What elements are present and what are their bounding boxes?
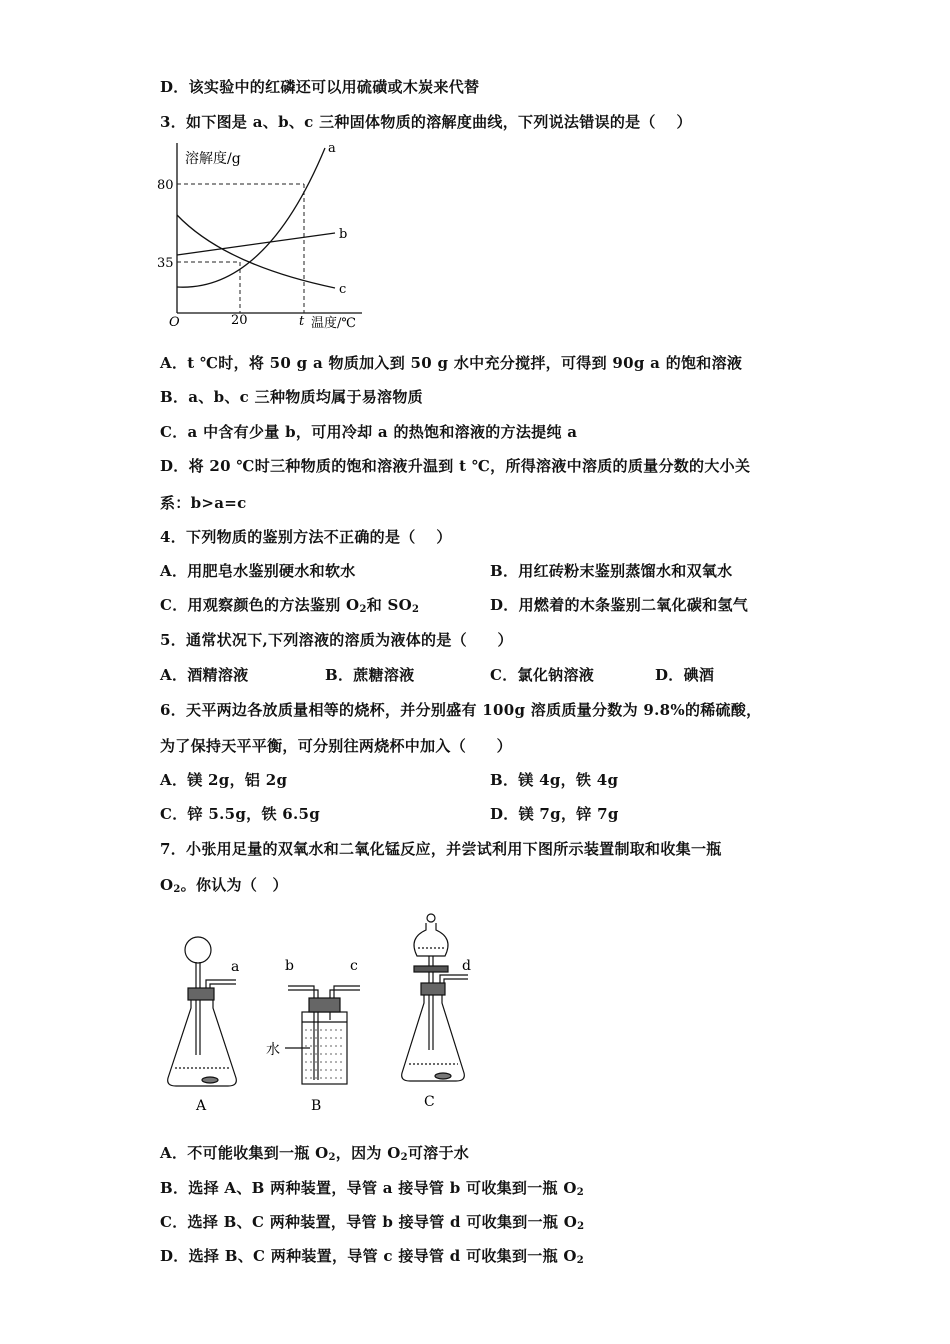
catalyst-a xyxy=(202,1077,218,1083)
x-tick-t: t xyxy=(299,314,305,329)
q6-option-a: A．镁 2g，铝 2g xyxy=(160,771,288,789)
q6-stem-line2: 为了保持天平平衡，可分别往两烧杯中加入（ ） xyxy=(160,737,512,755)
label-b: b xyxy=(285,958,294,974)
curve-a-label: a xyxy=(328,141,336,156)
q7-option-b: B．选择 A、B 两种装置，导管 a 接导管 b 可收集到一瓶 $O_2$ xyxy=(160,1179,584,1198)
stopcock-c xyxy=(414,966,448,972)
solubility-chart xyxy=(150,135,390,335)
curve-b xyxy=(177,233,335,255)
q5-option-c: C．氯化钠溶液 xyxy=(490,666,595,684)
q4-stem: 4．下列物质的鉴别方法不正确的是（ ） xyxy=(160,528,452,546)
y-tick-80: 80 xyxy=(157,178,174,193)
label-d: d xyxy=(462,958,471,974)
q6-option-b: B．镁 4g，铁 4g xyxy=(490,771,619,789)
caption-c: C xyxy=(424,1094,435,1110)
q5-option-b: B．蔗糖溶液 xyxy=(325,666,415,684)
caption-b: B xyxy=(311,1098,322,1114)
x-axis-label: 温度/℃ xyxy=(311,316,356,331)
q4-option-b: B．用红砖粉末鉴别蒸馏水和双氧水 xyxy=(490,562,733,580)
y-axis-label: 溶解度/g xyxy=(185,151,241,167)
q6-option-d: D．镁 7g，锌 7g xyxy=(490,805,619,823)
water-hatching xyxy=(305,1030,344,1078)
stopper-c xyxy=(421,983,445,995)
q3-option-c: C．a 中含有少量 b，可用冷却 a 的热饱和溶液的方法提纯 a xyxy=(160,423,578,441)
q7-stem-line1: 7．小张用足量的双氧水和二氧化锰反应，并尝试利用下图所示装置制取和收集一瓶 xyxy=(160,840,722,858)
q5-option-d: D．碘酒 xyxy=(655,666,715,684)
apparatus-b xyxy=(285,986,360,1084)
flask-a xyxy=(168,1000,237,1086)
thistle-funnel-bulb xyxy=(185,937,211,963)
q3-option-b: B．a、b、c 三种物质均属于易溶物质 xyxy=(160,388,423,406)
q6-stem-line1: 6．天平两边各放质量相等的烧杯，并分别盛有 100g 溶质质量分数为 9.8%的稀硫酸， xyxy=(160,701,762,719)
label-water: 水 xyxy=(266,1042,280,1058)
label-a: a xyxy=(231,959,240,975)
q5-stem: 5．通常状况下,下列溶液的溶质为液体的是（ ） xyxy=(160,631,513,649)
apparatus-figure xyxy=(150,905,490,1120)
q3-option-d: D．将 20 ℃时三种物质的饱和溶液升温到 t ℃，所得溶液中溶质的质量分数的大小关 xyxy=(160,457,751,475)
q4-option-d: D．用燃着的木条鉴别二氧化碳和氢气 xyxy=(490,596,749,614)
q4-option-a: A．用肥皂水鉴别硬水和软水 xyxy=(160,562,356,580)
catalyst-c xyxy=(435,1073,451,1079)
q3-option-d-cont: 系：b>a=c xyxy=(160,494,247,512)
q3-stem: 3．如下图是 a、b、c 三种固体物质的溶解度曲线，下列说法错误的是（ ） xyxy=(160,113,692,131)
curve-b-label: b xyxy=(339,227,348,242)
q7-option-c: C．选择 B、C 两种装置，导管 b 接导管 d 可收集到一瓶 $O_2$ xyxy=(160,1213,585,1232)
q7-stem-line2: $O_2$。你认为（ ） xyxy=(160,876,288,895)
curve-a xyxy=(177,148,325,287)
stopper-a xyxy=(188,988,214,1000)
apparatus-a xyxy=(168,937,240,1086)
tube-c xyxy=(330,986,360,998)
origin-label: O xyxy=(169,315,180,330)
q4-option-c: C．用观察颜色的方法鉴别 $O_2$和 $SO_2$ xyxy=(160,596,420,615)
x-tick-20: 20 xyxy=(231,313,248,328)
separatory-funnel xyxy=(414,923,448,956)
tube-b xyxy=(288,986,318,998)
q5-option-a: A．酒精溶液 xyxy=(160,666,249,684)
q3-option-a: A．t ℃时，将 50 g a 物质加入到 50 g 水中充分搅拌，可得到 90g a 的饱和溶液 xyxy=(160,354,743,372)
caption-a: A xyxy=(196,1098,207,1114)
delivery-tube-a xyxy=(206,980,236,988)
apparatus-c xyxy=(402,914,468,1081)
label-c: c xyxy=(350,958,358,974)
y-tick-35: 35 xyxy=(157,256,174,271)
q7-option-a: A．不可能收集到一瓶 $O_2$，因为 $O_2$可溶于水 xyxy=(160,1144,470,1163)
stopper-b xyxy=(309,998,340,1012)
curve-c-label: c xyxy=(339,282,347,297)
q7-option-d: D．选择 B、C 两种装置，导管 c 接导管 d 可收集到一瓶 $O_2$ xyxy=(160,1247,585,1266)
q6-option-c: C．锌 5.5g，铁 6.5g xyxy=(160,805,321,823)
tube-d xyxy=(440,975,468,983)
q2-option-d: D．该实验中的红磷还可以用硫磺或木炭来代替 xyxy=(160,78,480,96)
